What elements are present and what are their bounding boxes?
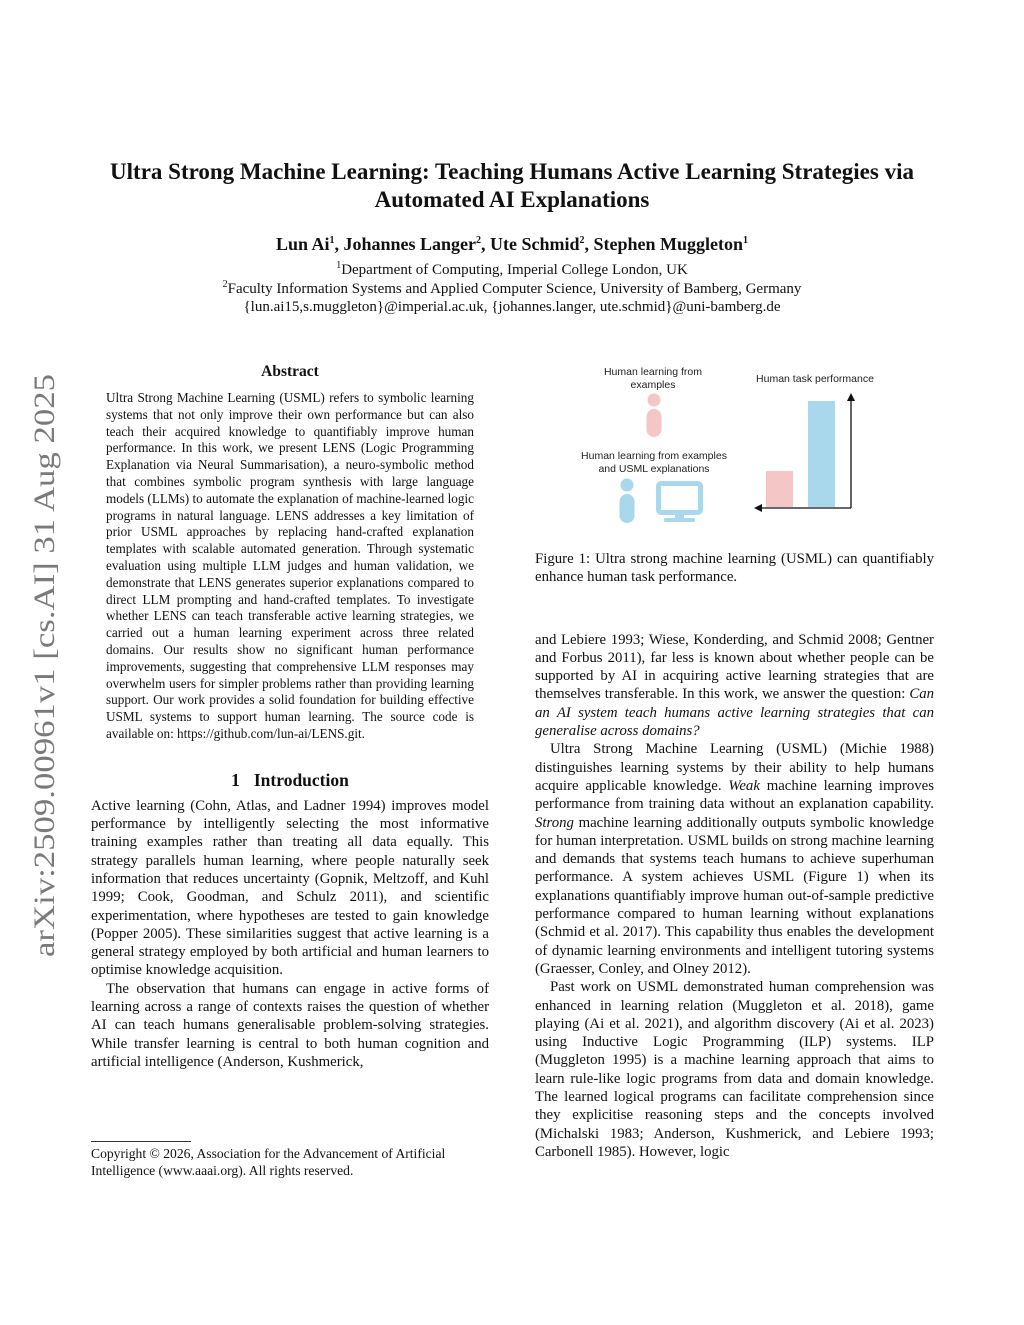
right-paragraph-1 (535, 631, 934, 741)
term-weak: Weak (728, 777, 760, 794)
section-heading-introduction (91, 769, 489, 791)
performance-bar-2 (808, 401, 835, 507)
performance-bar-1 (766, 471, 793, 507)
arxiv-stamp-text: arXiv:2509.00961v1 [cs.AI] 31 Aug 2025 (28, 453, 61, 957)
affiliation-2 (60, 280, 964, 299)
affiliations (60, 261, 964, 317)
right-paragraph-2 (535, 740, 934, 978)
figure-1-caption: Figure 1: Ultra strong machine learning (USML) can quantifiably enhance human task performance. (535, 551, 934, 586)
label-human-learning-examples: Human learning from examples (603, 366, 703, 391)
section-number: 1 (231, 769, 240, 790)
author-affil-mark: 2 (476, 235, 482, 246)
abstract-text: Ultra Strong Machine Learning (USML) refers to symbolic learning systems that not only improve their own performance but can also teach their acquired knowledge to quantifiably improve human performance. In this work, we present LENS (Logic Programming Explanation via Neural Summarisation), a neuro-symbolic method that combines symbolic program synthesis with large language models (LLMs) to automate the explanation of machine-learned logic programs in natural language. LENS addresses a key limitation of prior USML approaches by replacing hand-crafted explanation templates with scalable automated generation. Through systematic evaluation using multiple LLM judges and human validation, we demonstrate that LENS generates superior explanations compared to direct LLM prompting and hand-crafted templates. To investigate whether LENS can teach transferable active learning strategies, we carried out a human learning experiment across three related domains. Our results show no significant human performance improvements, suggesting that comprehensive LLM responses may overwhelm users for simpler problems rather than providing learning support. Our work provides a solid foundation for building effective USML systems to support human learning. The source code is available on: https://github.com/lun-ai/LENS.git. (106, 390, 474, 741)
paper-title (60, 158, 964, 214)
person-icon-blue (620, 479, 635, 524)
arxiv-side-stamp (18, 372, 66, 957)
author-separator: , (334, 234, 344, 254)
author-list (60, 232, 964, 256)
affiliation-mark: 1 (336, 260, 342, 271)
monitor-icon (659, 484, 701, 523)
author-affil-mark: 2 (579, 235, 585, 246)
label-human-learning-usml: Human learning from examples and USML explanations (581, 450, 727, 475)
title-line-2: Automated AI Explanations (374, 187, 650, 212)
paragraph-text: machine learning improves performance from training data without an explanation capability. (535, 777, 934, 813)
author-name: Ute Schmid (490, 234, 580, 254)
performance-bars (766, 401, 835, 507)
author-separator: , (584, 234, 594, 254)
section-title: Introduction (253, 769, 349, 790)
figure-1 (535, 360, 934, 540)
author-emails: {lun.ai15,s.muggleton}@imperial.ac.uk, {johannes.langer, ute.schmid}@uni-bamberg.de (243, 299, 781, 315)
abstract-heading: Abstract (261, 363, 319, 380)
author-separator: , (481, 234, 491, 254)
person-icon-pink (647, 394, 662, 438)
affiliation-mark: 2 (222, 278, 228, 290)
right-column-body (535, 631, 934, 1162)
copyright-footnote: Copyright © 2026, Association for the Advancement of Artificial Intelligence (www.aaai.org). All rights reserved. (91, 1146, 446, 1178)
label-human-task-performance: Human task performance (756, 373, 874, 385)
paragraph-text: and Lebiere 1993; Wiese, Konderding, and Schmid 2008; Gentner and Forbus 2011), far less is known about whether people can be supported by AI in acquiring active learning strategies that are themselves transferable. In this work, we answer the question: (535, 631, 934, 703)
right-column (535, 360, 934, 1161)
affiliation-text: Department of Computing, Imperial College London, UK (341, 262, 688, 278)
intro-paragraph-1: Active learning (Cohn, Atlas, and Ladner 1994) improves model performance by intelligently selecting the most informative training examples rather than treating all data equally. This strategy parallels human learning, where people naturally seek information that reduces uncertainty (Gopnik, Meltzoff, and Kuhl 1999; Cook, Goodman, and Schulz 2011), and scientific experimentation, where hypotheses are tested to gain knowledge (Popper 2005). These similarities suggest that active learning is a general strategy employed by both artificial and human learners to optimise knowledge acquisition. (91, 797, 489, 979)
author-name: Lun Ai (275, 234, 330, 254)
author-affil-mark: 1 (743, 235, 749, 246)
right-paragraph-3: Past work on USML demonstrated human comprehension was enhanced in learning relation (Muggleton et al. 2018), game playing (Ai et al. 2021), and algorithm discovery (Ai et al. 2023) using Inductive Logic Programming (ILP) systems. ILP (Muggleton 1995) is a machine learning approach that aims to learn rule-like logic programs from data and domain knowledge. The learned logical programs can facilitate comprehension since they explicitise reasoning steps and the concepts involved (Michalski 1983; Anderson, Kushmerick, and Lebiere 1993; Carbonell 1985). However, logic (535, 979, 934, 1160)
term-strong: Strong (535, 814, 574, 831)
paragraph-text: machine learning additionally outputs symbolic knowledge for human interpretation. USML builds on strong machine learning and demands that systems teach humans to achieve superhuman performance. A system achieves USML (Figure 1) when its explanations quantifiably improve human out-of-sample predictive performance compared to human learning without explanations (Schmid et al. 2017). This capability thus enables the development of dynamic learning environments and intelligent tutoring systems (Graesser, Conley, and Olney 2012). (535, 814, 934, 977)
affiliation-text: Faculty Information Systems and Applied Computer Science, University of Bamberg, Germany (227, 280, 802, 297)
title-line-1: Ultra Strong Machine Learning: Teaching Humans Active Learning Strategies via (110, 159, 914, 184)
footnote-divider (91, 1141, 191, 1142)
author-name: Stephen Muggleton (593, 234, 744, 254)
research-question: Can an AI system teach humans active learning strategies that can generalise across domains? (535, 686, 934, 740)
paragraph-text: Ultra Strong Machine Learning (USML) (Michie 1988) distinguishes learning systems by their ability to help humans acquire applicable knowledge. (535, 741, 934, 794)
affiliation-1 (60, 261, 964, 280)
author-name: Johannes Langer (343, 234, 477, 254)
intro-paragraph-2: The observation that humans can engage in active forms of learning across a range of contexts raises the question of whether AI can teach humans generalisable problem-solving strategies. While transfer learning is central to both human cognition and artificial intelligence (Anderson, Kushmerick, (91, 980, 489, 1070)
author-affil-mark: 1 (329, 235, 335, 246)
left-column (91, 362, 489, 1071)
